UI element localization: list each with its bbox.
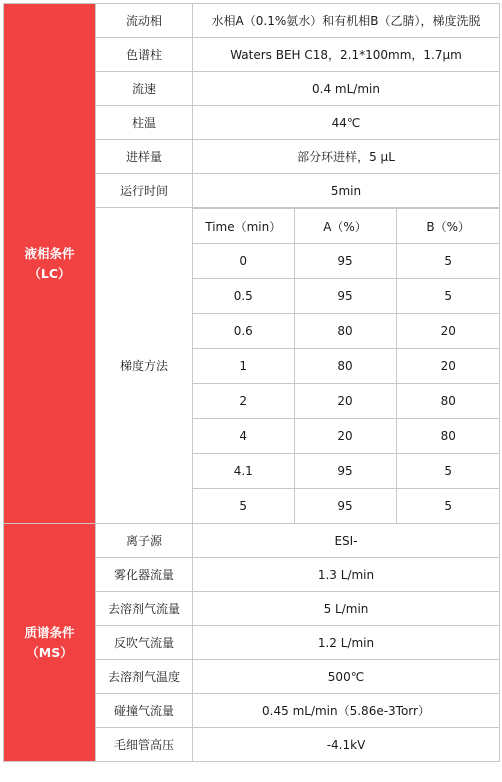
parameter-value: -4.1kV [193, 728, 500, 762]
parameter-value: 5 L/min [193, 592, 500, 626]
lc-row [4, 4, 500, 38]
gradient-label: 梯度方法 [96, 208, 193, 524]
gradient-data-cell: 95 [294, 244, 396, 279]
gradient-data-cell: 80 [294, 314, 396, 349]
gradient-data-cell: 95 [294, 279, 396, 314]
gradient-table-cell [193, 208, 500, 524]
gradient-data-row [193, 384, 500, 419]
parameter-value: 5min [193, 174, 500, 208]
gradient-data-cell: 80 [294, 349, 396, 384]
parameter-label: 碰撞气流量 [96, 694, 193, 728]
gradient-data-cell: 2 [193, 384, 294, 419]
parameter-label: 流速 [96, 72, 193, 106]
gradient-header-cell: A（%） [294, 209, 396, 244]
gradient-data-cell: 80 [396, 419, 500, 454]
conditions-table-body [4, 4, 500, 762]
gradient-data-cell: 0.6 [193, 314, 294, 349]
parameter-value: 部分环进样，5 μL [193, 140, 500, 174]
parameter-label: 去溶剂气流量 [96, 592, 193, 626]
parameter-value: Waters BEH C18，2.1*100mm，1.7μm [193, 38, 500, 72]
parameter-value: 0.4 mL/min [193, 72, 500, 106]
parameter-value: 0.45 mL/min（5.86e-3Torr） [193, 694, 500, 728]
lc-section-cell [4, 4, 96, 524]
ms-section-sub: （MS） [26, 644, 73, 660]
parameter-label: 反吹气流量 [96, 626, 193, 660]
lc-section-sub: （LC） [28, 265, 71, 281]
gradient-data-cell: 5 [396, 244, 500, 279]
gradient-header-cell: B（%） [396, 209, 500, 244]
gradient-data-cell: 20 [396, 349, 500, 384]
gradient-data-cell: 1 [193, 349, 294, 384]
gradient-data-cell: 4.1 [193, 454, 294, 489]
ms-row [4, 524, 500, 558]
gradient-data-cell: 20 [294, 419, 396, 454]
parameter-value: 1.3 L/min [193, 558, 500, 592]
ms-section-cell [4, 524, 96, 762]
gradient-data-cell: 4 [193, 419, 294, 454]
gradient-header-row [193, 209, 500, 244]
conditions-table [3, 3, 500, 762]
gradient-data-row [193, 349, 500, 384]
gradient-data-row [193, 489, 500, 524]
parameter-value: 44℃ [193, 106, 500, 140]
parameter-value: ESI- [193, 524, 500, 558]
parameter-value: 1.2 L/min [193, 626, 500, 660]
gradient-data-cell: 20 [396, 314, 500, 349]
lc-section-label: 液相条件 [24, 245, 75, 261]
gradient-data-cell: 95 [294, 489, 396, 524]
gradient-table [193, 208, 500, 523]
gradient-data-cell: 0.5 [193, 279, 294, 314]
gradient-data-cell: 5 [396, 454, 500, 489]
gradient-data-row [193, 244, 500, 279]
parameter-label: 色谱柱 [96, 38, 193, 72]
gradient-data-cell: 5 [193, 489, 294, 524]
gradient-data-row [193, 454, 500, 489]
ms-section-label: 质谱条件 [24, 624, 75, 640]
parameter-value: 500℃ [193, 660, 500, 694]
parameter-value: 水相A（0.1%氨水）和有机相B（乙腈），梯度洗脱 [193, 4, 500, 38]
gradient-data-row [193, 419, 500, 454]
gradient-data-cell: 0 [193, 244, 294, 279]
gradient-data-row [193, 279, 500, 314]
gradient-data-cell: 95 [294, 454, 396, 489]
gradient-data-cell: 5 [396, 279, 500, 314]
parameter-label: 进样量 [96, 140, 193, 174]
parameter-label: 柱温 [96, 106, 193, 140]
gradient-data-row [193, 314, 500, 349]
gradient-data-cell: 20 [294, 384, 396, 419]
parameter-label: 雾化器流量 [96, 558, 193, 592]
parameter-label: 毛细管高压 [96, 728, 193, 762]
parameter-label: 运行时间 [96, 174, 193, 208]
parameter-label: 去溶剂气温度 [96, 660, 193, 694]
gradient-data-cell: 80 [396, 384, 500, 419]
gradient-header-cell: Time（min） [193, 209, 294, 244]
parameter-label: 流动相 [96, 4, 193, 38]
parameter-label: 离子源 [96, 524, 193, 558]
gradient-data-cell: 5 [396, 489, 500, 524]
